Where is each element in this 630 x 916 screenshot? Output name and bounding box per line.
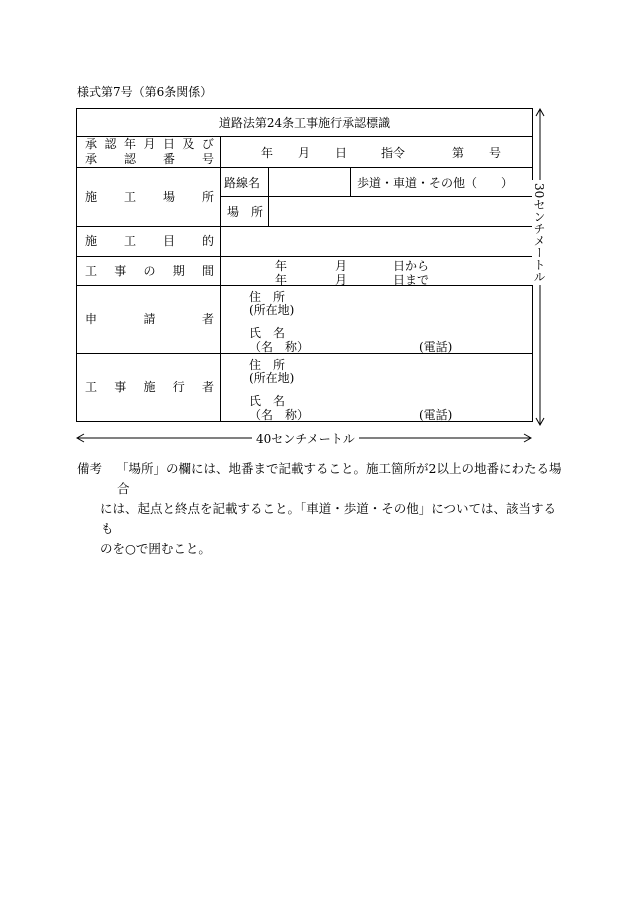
remarks-line1: 「場所」の欄には、地番まで記載すること。施工箇所が2以上の地番にわたる場合 <box>116 461 562 496</box>
purpose-value <box>221 227 533 257</box>
width-dimension-label: 40センチメートル <box>252 430 359 447</box>
location-label: 施 工 場 所 <box>77 168 221 227</box>
remarks-line3: のを○で囲むこと。 <box>100 541 211 556</box>
route-label: 路線名 <box>221 168 269 197</box>
applicant-value: 住 所 (所在地) 氏 名 （名 称） (電話) <box>221 286 533 354</box>
contractor-value: 住 所 (所在地) 氏 名 （名 称） (電話) <box>221 354 533 422</box>
approval-value: 年 月 日 指令 第 号 <box>221 137 533 168</box>
contractor-label: 工 事 施 行 者 <box>77 354 221 422</box>
remarks <box>77 459 567 559</box>
period-value: 年 月 日から 年 月 日まで <box>221 257 533 286</box>
period-label: 工 事 の 期 間 <box>77 257 221 286</box>
remarks-head: 備考 <box>77 461 103 476</box>
place-label: 場 所 <box>221 197 269 227</box>
height-dimension-label: 30センチメートル <box>532 180 548 285</box>
road-type: 歩道・車道・その他（ ） <box>351 168 533 197</box>
route-value <box>269 168 351 197</box>
sign-table <box>76 108 533 422</box>
form-number: 様式第7号（第6条関係） <box>77 85 213 99</box>
approval-label-line2: 承 認 番 号 <box>85 152 214 166</box>
approval-label-line1: 承 認 年 月 日 及 び <box>85 137 214 151</box>
approval-label <box>77 137 221 168</box>
place-value <box>269 197 533 227</box>
remarks-line2: には、起点と終点を記載すること。「車道・歩道・その他」については、該当するも <box>100 501 557 536</box>
sign-title: 道路法第24条工事施行承認標識 <box>77 109 533 137</box>
applicant-label: 申 請 者 <box>77 286 221 354</box>
purpose-label: 施 工 目 的 <box>77 227 221 257</box>
